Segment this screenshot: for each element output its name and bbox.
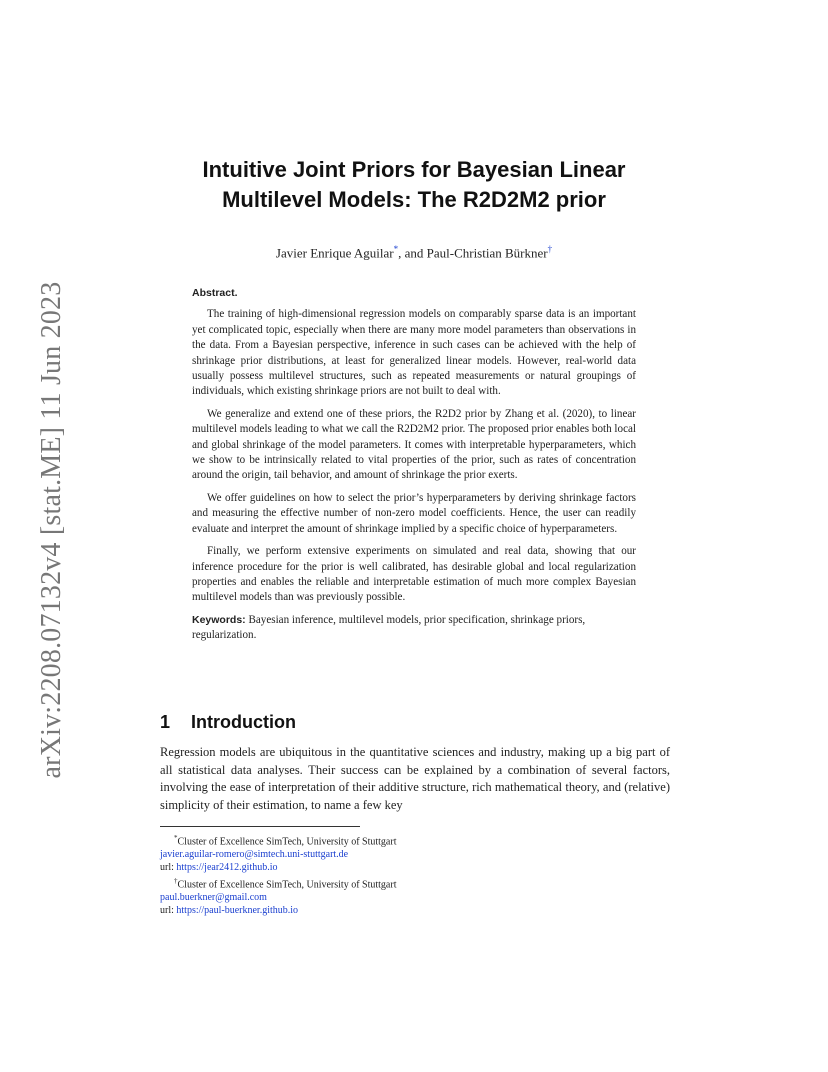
footnote-divider: [160, 826, 360, 827]
abstract: [192, 286, 636, 644]
footnote-2-url-link[interactable]: https://paul-buerkner.github.io: [176, 905, 299, 917]
abstract-paragraph-1: The training of high-dimensional regression models on comparably sparse data is an important yet complicated topic, especially when there are many more model parameters than observations in the data. From a Bayesian perspective, inference in such cases can be achieved with the help of shrinkage prior distributions, at least for generalized linear models. However, real-world data usually possess multilevel structures, such as repeated measurements or natural groupings of individuals, which existing shrinkage priors are not built to deal with.: [192, 308, 636, 398]
footnote-1-email-link[interactable]: javier.aguilar-romero@simtech.uni-stuttgart.de: [160, 849, 349, 861]
author-separator: , and: [398, 245, 427, 261]
footnote-2-url: [160, 905, 660, 918]
section-title: Introduction: [191, 712, 296, 732]
footnotes: [160, 832, 660, 918]
author-2-name: Paul-Christian Bürkner: [426, 245, 548, 261]
footnote-2-affiliation: [160, 875, 660, 892]
arxiv-identifier-stamp: arXiv:2208.07132v4 [stat.ME] 11 Jun 2023: [36, 281, 67, 779]
author-2-footnote-mark[interactable]: †: [547, 244, 553, 254]
footnote-1-url-link[interactable]: https://jear2412.github.io: [176, 862, 278, 874]
keywords-label: Keywords:: [192, 613, 246, 626]
footnote-1-affiliation-text: Cluster of Excellence SimTech, University of Stuttgart: [177, 836, 397, 848]
author-1-footnote-mark[interactable]: *: [393, 244, 399, 254]
section-heading-introduction: [160, 712, 296, 733]
footnote-1-url-label: url:: [160, 862, 177, 874]
abstract-paragraph-2: We generalize and extend one of these priors, the R2D2 prior by Zhang et al. (2020), to linear multilevel models leading to what we call the R2D2M2 prior. The proposed prior enables both local and global shrinkage of the model parameters. It comes with interpretable hyperparameters, which we show to be intrinsically related to vital properties of the prior, such as rates of concentration around the origin, tail behavior, and amount of shrinkage the prior exerts.: [192, 407, 636, 482]
abstract-paragraph-4: Finally, we perform extensive experiments on simulated and real data, showing that our inference procedure for the prior is well calibrated, has desirable global and local regularization properties and enables the reliable and interpretable estimation of much more complex Bayesian multilevel models than was previously possible.: [192, 545, 636, 604]
footnote-2-url-label: url:: [160, 905, 177, 917]
footnote-1-affiliation: [160, 832, 660, 849]
paper-title: [150, 155, 678, 215]
keywords: [192, 613, 636, 644]
abstract-paragraph-3: We offer guidelines on how to select the prior’s hyperparameters by deriving shrinkage factors and measuring the effective number of non-zero model coefficients. Hence, the user can readily evaluate and interpret the amount of shrinkage implied by a specific choice of hyperparameters.: [192, 491, 636, 535]
title-line-1: Intuitive Joint Priors for Bayesian Linear: [202, 157, 626, 182]
introduction-paragraph: Regression models are ubiquitous in the quantitative sciences and industry, making up a big part of all statistical data analyses. Their success can be explained by a combination of several factors, involving the ease of interpretation of their additive structure, rich mathematical theory, and (relative) simplicity of their estimation, to name a few key: [160, 745, 670, 812]
footnote-2-affiliation-text: Cluster of Excellence SimTech, University of Stuttgart: [177, 879, 397, 891]
footnote-2-mark: †: [174, 877, 178, 886]
footnote-1-mark: *: [174, 834, 178, 842]
abstract-heading: Abstract.: [192, 287, 238, 299]
keywords-text: Bayesian inference, multilevel models, prior specification, shrinkage priors, regularization.: [192, 613, 586, 642]
footnote-1-url: [160, 862, 660, 875]
author-list: [150, 244, 678, 261]
author-1-name: Javier Enrique Aguilar: [275, 245, 394, 261]
footnote-2-email-link[interactable]: paul.buerkner@gmail.com: [160, 892, 267, 904]
title-line-2: Multilevel Models: The R2D2M2 prior: [222, 187, 606, 212]
section-number: 1: [160, 712, 171, 732]
